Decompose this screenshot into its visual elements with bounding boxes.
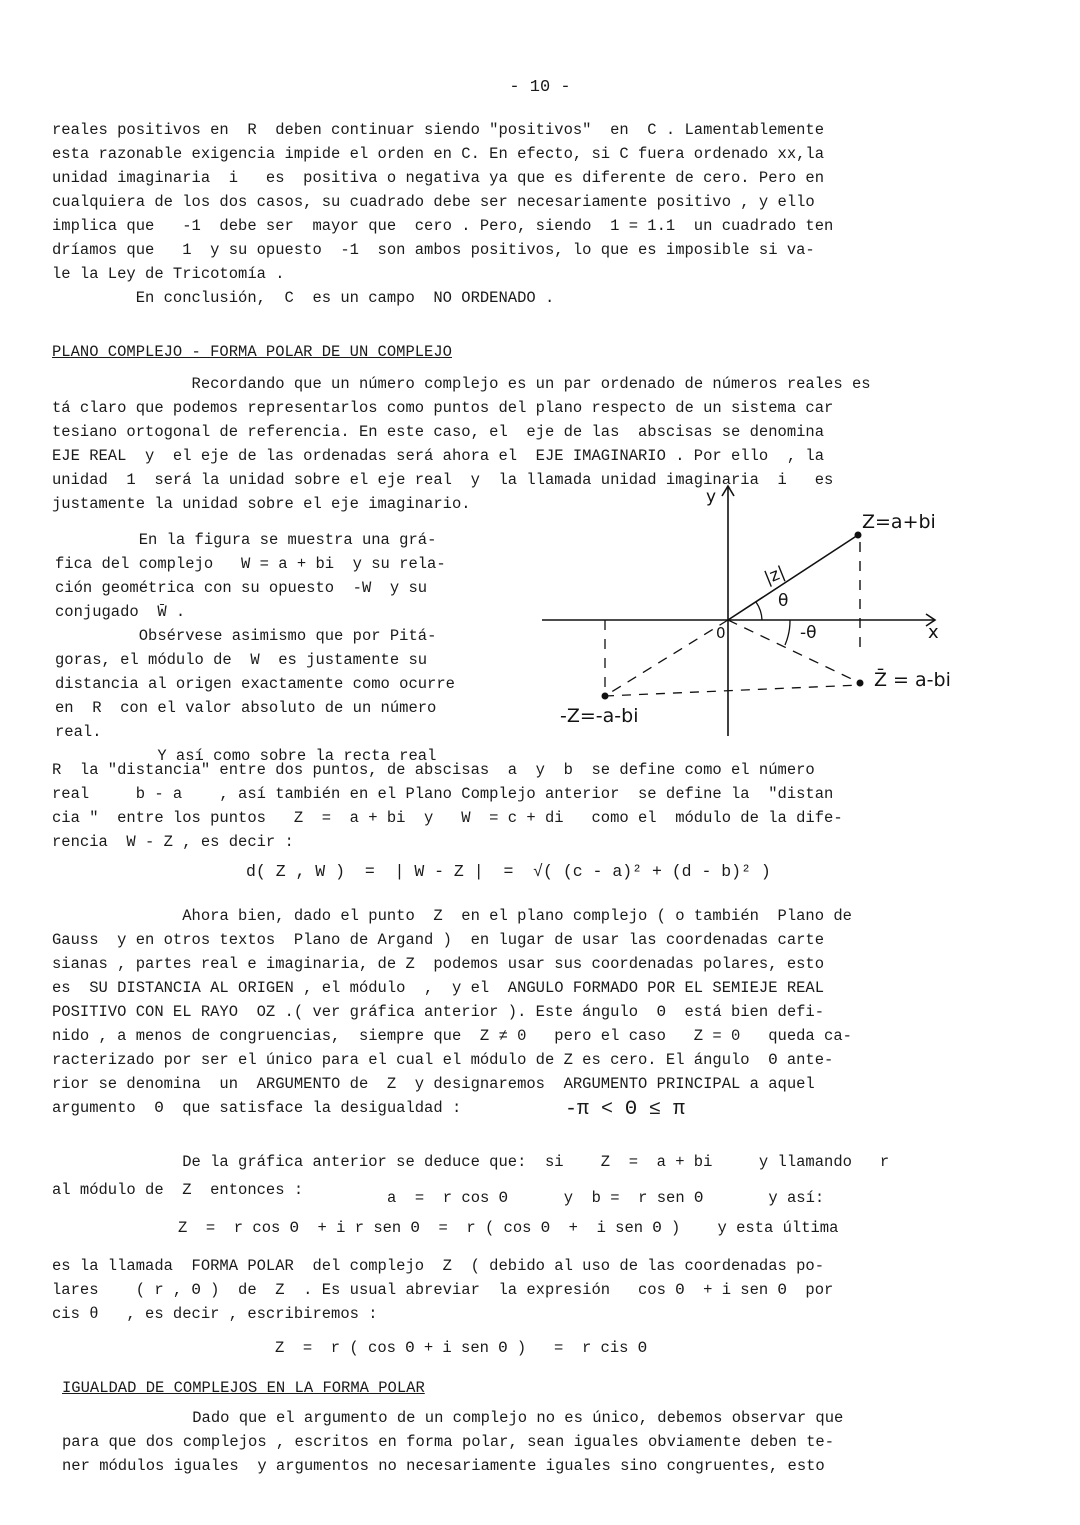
text-line: De la gráfica anterior se deduce que: si Z = a + bi y llamando r (52, 1153, 890, 1171)
text-line: Obsérvese asimismo que por Pitá- (55, 627, 437, 645)
section-heading-equality: IGUALDAD DE COMPLEJOS EN LA FORMA POLAR (62, 1379, 425, 1397)
text-line: cia " entre los puntos Z = a + bi y W = c + di como el módulo de la dife- (52, 809, 843, 827)
text-line: R la "distancia" entre dos puntos, de abscisas a y b se define como el número (52, 761, 815, 779)
text-line: real. (55, 723, 102, 741)
horizontal-dashed (605, 685, 860, 696)
angle-arc-theta (756, 602, 762, 620)
label-neg-theta: -θ (800, 623, 817, 643)
text-line: Dado que el argumento de un complejo no es único, debemos observar que (62, 1409, 844, 1427)
text-line: justamente la unidad sobre el eje imaginario. (52, 495, 471, 513)
text-line: POSITIVO CON EL RAYO OZ .( ver gráfica anterior ). Este ángulo Θ está bien defi- (52, 1003, 825, 1021)
text-line: fica del complejo W = a + bi y su rela- (55, 555, 446, 573)
label-conjugate: Z̄ = a-bi (874, 669, 951, 691)
text-line: Ahora bien, dado el punto Z en el plano complejo ( o también Plano de (52, 907, 852, 925)
text-line: conjugado W̄ . (55, 603, 186, 621)
text-line: lares ( r , Θ ) de Z . Es usual abreviar la expresión cos Θ + i sen Θ por (52, 1281, 834, 1299)
cis-formula: Z = r ( cos Θ + i sen Θ ) = r cis Θ (275, 1339, 648, 1357)
text-line: En conclusión, C es un campo NO ORDENADO . (52, 289, 555, 307)
text-line: es la llamada FORMA POLAR del complejo Z ( debido al uso de las coordenadas po- (52, 1257, 825, 1275)
text-line: sianas , partes real e imaginaria, de Z podemos usar sus coordenadas polares, esto (52, 955, 825, 973)
text-line: al módulo de Z entonces : (52, 1181, 304, 1199)
vector-z (728, 535, 858, 620)
text-line: tá claro que podemos representarlos como puntos del plano respecto de un sistema car (52, 399, 834, 417)
text-line: distancia al origen exactamente como ocurre (55, 675, 455, 693)
text-line: real b - a , así también en el Plano Complejo anterior se define la "distan (52, 785, 834, 803)
text-line: unidad 1 será la unidad sobre el eje real y la llamada unidad imaginaria i es (52, 471, 834, 489)
polar-formula-line: Z = r cos Θ + i r sen Θ = r ( cos Θ + i sen Θ ) y esta última (178, 1219, 839, 1237)
paragraph-argument (52, 904, 932, 1120)
text-line: unidad imaginaria i es positiva o negativa ya que es diferente de cero. Pero en (52, 169, 825, 187)
label-y-axis: y (706, 487, 717, 507)
paragraph-distance (52, 758, 932, 854)
text-line: tesiano ortogonal de referencia. En este caso, el eje de las abscisas se denomina (52, 423, 825, 441)
paragraph-cis (52, 1254, 932, 1326)
text-line: dríamos que 1 y su opuesto -1 son ambos positivos, lo que es imposible si va- (52, 241, 815, 259)
section-heading-polar-form: PLANO COMPLEJO - FORMA POLAR DE UN COMPLEJO (52, 343, 452, 361)
page-number: - 10 - (509, 78, 571, 97)
text-line: goras, el módulo de W es justamente su (55, 651, 428, 669)
point-z (855, 532, 862, 539)
text-line: le la Ley de Tricotomía . (52, 265, 285, 283)
label-theta: θ (778, 591, 789, 611)
angle-arc-neg-theta (785, 620, 790, 645)
complex-plane-figure (530, 478, 970, 748)
paragraph-equality (62, 1406, 942, 1478)
text-line: nido , a menos de congruencias, siempre que Z ≠ 0 pero el caso Z = 0 queda ca- (52, 1027, 852, 1045)
text-line: es SU DISTANCIA AL ORIGEN , el módulo , y el ANGULO FORMADO POR EL SEMIEJE REAL (52, 979, 825, 997)
text-line: Y así como sobre la recta real (55, 747, 437, 765)
principal-argument-inequality: -π < Θ ≤ π (565, 1098, 686, 1121)
text-line: cis θ , es decir , escribiremos : (52, 1305, 378, 1323)
text-line: racterizado por ser el único para el cual el módulo de Z es cero. El ángulo Θ ante- (52, 1051, 834, 1069)
text-line: rencia W - Z , es decir : (52, 833, 294, 851)
figure-side-text (55, 528, 525, 768)
text-line: rior se denomina un ARGUMENTO de Z y designaremos ARGUMENTO PRINCIPAL a aquel (52, 1075, 815, 1093)
text-line: cualquiera de los dos casos, su cuadrado debe ser necesariamente positivo , y ello (52, 193, 815, 211)
text-line: para que dos complejos , escritos en forma polar, sean iguales obviamente deben te- (62, 1433, 835, 1451)
label-opposite: -Z=-a-bi (560, 705, 639, 727)
distance-formula: d( Z , W ) = | W - Z | = √( (c - a)² + (d - b)² ) (246, 862, 771, 881)
text-line: EJE REAL y el eje de las ordenadas será ahora el EJE IMAGINARIO . Por ello , la (52, 447, 825, 465)
label-z: Z=a+bi (862, 511, 936, 533)
text-line: Recordando que un número complejo es un par ordenado de números reales es (52, 375, 871, 393)
vector-opposite (605, 620, 728, 696)
label-x-axis: x (928, 622, 939, 643)
text-line: implica que -1 debe ser mayor que cero . Pero, siendo 1 = 1.1 un cuadrado ten (52, 217, 834, 235)
text-line: En la figura se muestra una grá- (55, 531, 437, 549)
text-line: Gauss y en otros textos Plano de Argand ) en lugar de usar las coordenadas carte (52, 931, 825, 949)
paragraph-ordering (52, 118, 932, 310)
text-line: en R con el valor absoluto de un número (55, 699, 437, 717)
text-line: reales positivos en R deben continuar siendo "positivos" en C . Lamentablemente (52, 121, 825, 139)
ab-formula: a = r cos Θ y b = r sen Θ y así: (387, 1189, 825, 1207)
label-modulus: |z| (761, 562, 788, 589)
text-line: ner módulos iguales y argumentos no necesariamente iguales sino congruentes, esto (62, 1457, 825, 1475)
text-line: esta razonable exigencia impide el orden en C. En efecto, si C fuera ordenado xx,la (52, 145, 825, 163)
vector-conjugate (728, 620, 860, 683)
label-origin: 0 (716, 624, 726, 642)
text-line: argumento Θ que satisface la desigualdad : (52, 1099, 462, 1117)
text-line: ción geométrica con su opuesto -W y su (55, 579, 428, 597)
